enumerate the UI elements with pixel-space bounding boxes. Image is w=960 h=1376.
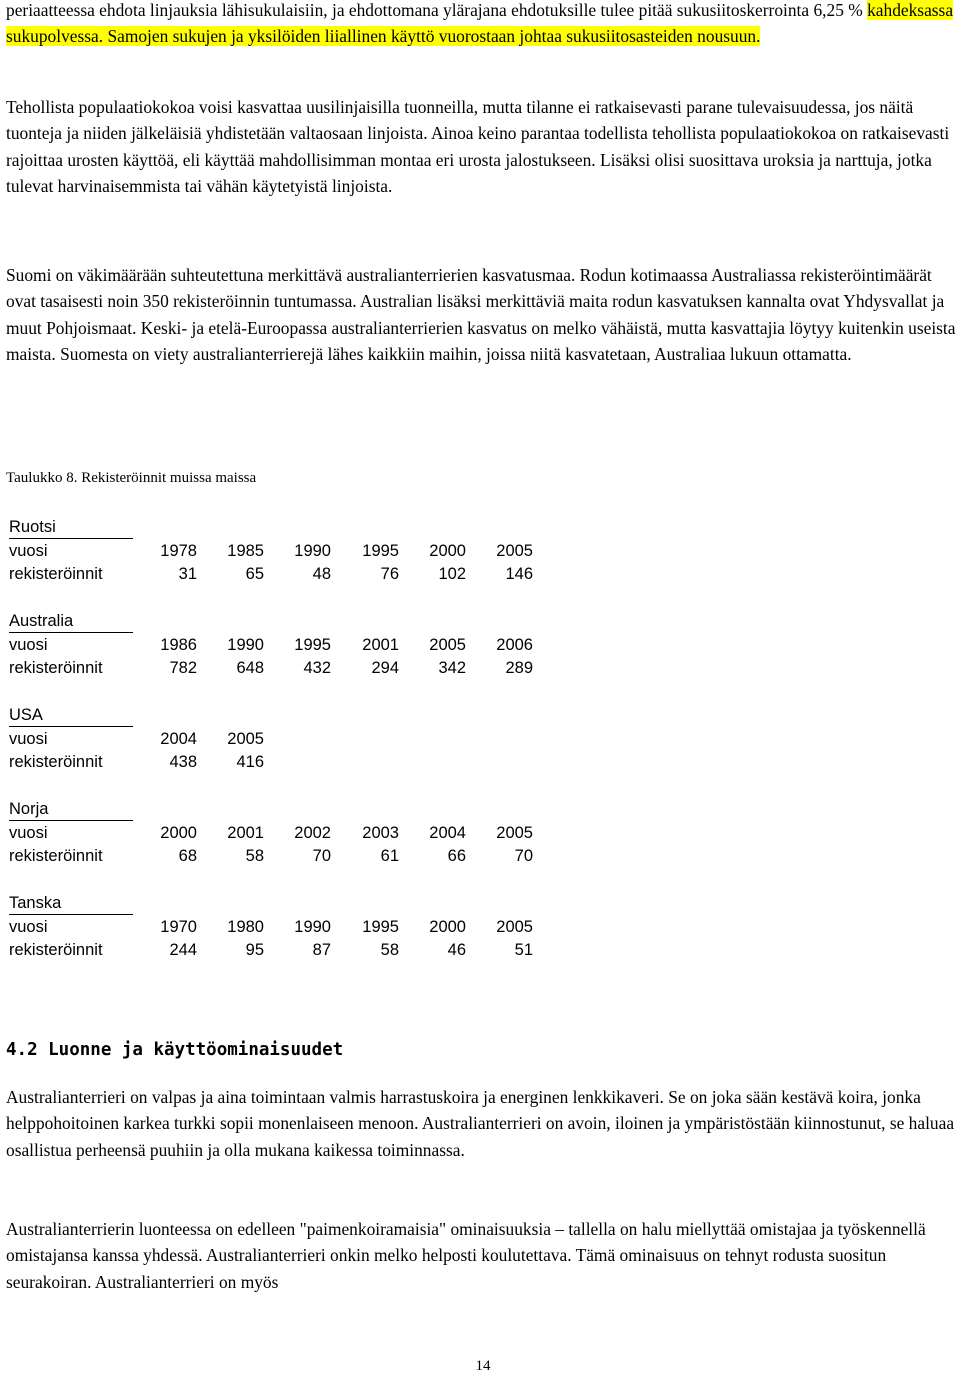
registration-cell: 782 <box>169 659 197 677</box>
year-cell: 1990 <box>227 636 264 654</box>
year-cell: 2001 <box>362 636 399 654</box>
intro-text: periaatteessa ehdota linjauksia lähisukulaisiin, ja ehdottomana ylärajana ehdotuksille tulee pitää sukusiitoskerrointa 6,25 % <box>6 0 868 20</box>
registration-cell: 146 <box>505 565 533 583</box>
registration-cell: 46 <box>447 941 466 959</box>
year-cell: 1990 <box>294 542 331 560</box>
year-cell: 1995 <box>362 542 399 560</box>
country-name: USA <box>9 704 133 727</box>
country-name: Australia <box>9 610 133 633</box>
registration-cell: 294 <box>371 659 399 677</box>
year-cell: 1978 <box>160 542 197 560</box>
country-name: Ruotsi <box>9 516 133 539</box>
year-cell: 1995 <box>362 918 399 936</box>
year-cell: 2001 <box>227 824 264 842</box>
row-label: rekisteröinnit <box>9 753 103 771</box>
year-cell: 2005 <box>496 824 533 842</box>
country-name: Tanska <box>9 892 133 915</box>
year-cell: 2004 <box>160 730 197 748</box>
paragraph-finland-breeding: Suomi on väkimäärään suhteutettuna merkittävä australianterrierien kasvatusmaa. Rodun kotimaassa Australiassa rekisteröintimäärät ovat tasaisesti noin 350 rekisteröinnin tuntumassa. Australian lisäksi merkittäviä maita rodun kasvatuksen kannalta ovat Yhdysvallat ja muut Pohjoismaat. Keski- ja etelä-Euroopassa australianterrierien kasvatus on melko vähäistä, mutta kasvattajia löytyy kuitenkin useista maista. Suomesta on viety australianterrierejä lähes kaikkiin maihin, joissa niitä kasvatetaan, Australiaa lukuun ottamatta. <box>6 265 956 364</box>
year-cell: 1995 <box>294 636 331 654</box>
registration-cell: 61 <box>380 847 399 865</box>
paragraph-herding-traits: Australianterrierin luonteessa on edelleen "paimenkoiramaisia" ominaisuuksia – tallella on halu miellyttää omistajaa ja työskennellä omistajansa kanssa yhdessä. Australianterrieri onkin melko helposti koulutettava. Tämä ominaisuus on tehnyt rodusta suositun seurakoiran. Australianterrieri on myös <box>6 1219 926 1292</box>
registration-cell: 31 <box>178 565 197 583</box>
row-label: rekisteröinnit <box>9 565 103 583</box>
year-cell: 2003 <box>362 824 399 842</box>
paragraph-effective-population: Tehollista populaatiokokoa voisi kasvattaa uusilinjaisilla tuonneilla, mutta tilanne ei ratkaisevasti parane tulevaisuudessa, jos näitä tuonteja ja niiden jälkeläisiä yhdistetään valtaosaan linjoista. Ainoa keino parantaa todellista tehollista populaatiokokoa on ratkaisevasti rajoittaa urosten käyttöä, eli käyttää mahdollisimman montaa eri urosta jalostukseen. Lisäksi olisi suosittava uroksia ja narttuja, jotka tulevat harvinaisemmista tai vähän käytetyistä linjoista. <box>6 97 950 196</box>
row-label: rekisteröinnit <box>9 659 103 677</box>
registration-cell: 95 <box>245 941 264 959</box>
year-cell: 1970 <box>160 918 197 936</box>
row-label: vuosi <box>9 730 48 748</box>
registration-cell: 51 <box>514 941 533 959</box>
highlighted-text: kahdeksassa sukupolvessa. Samojen sukujen ja yksilöiden liiallinen käyttö vuorostaan johtaa sukusiitosasteiden nousuun. <box>6 0 954 47</box>
row-label: vuosi <box>9 918 48 936</box>
year-cell: 2006 <box>496 636 533 654</box>
year-cell: 1990 <box>294 918 331 936</box>
year-cell: 1980 <box>227 918 264 936</box>
row-label: rekisteröinnit <box>9 847 103 865</box>
registration-cell: 87 <box>312 941 331 959</box>
row-label: vuosi <box>9 824 48 842</box>
registration-cell: 244 <box>169 941 197 959</box>
row-label: vuosi <box>9 636 48 654</box>
section-heading: 4.2 Luonne ja käyttöominaisuudet <box>6 1040 344 1060</box>
country-name: Norja <box>9 798 133 821</box>
registration-cell: 48 <box>312 565 331 583</box>
registration-cell: 65 <box>245 565 264 583</box>
registration-cell: 70 <box>312 847 331 865</box>
registration-cell: 66 <box>447 847 466 865</box>
row-label: rekisteröinnit <box>9 941 103 959</box>
year-cell: 2005 <box>496 918 533 936</box>
year-cell: 2005 <box>429 636 466 654</box>
page-number: 14 <box>475 1358 491 1374</box>
registration-cell: 58 <box>380 941 399 959</box>
registration-cell: 76 <box>380 565 399 583</box>
registration-cell: 438 <box>169 753 197 771</box>
year-cell: 1986 <box>160 636 197 654</box>
registration-cell: 68 <box>178 847 197 865</box>
registration-cell: 416 <box>236 753 264 771</box>
year-cell: 2000 <box>429 918 466 936</box>
year-cell: 2004 <box>429 824 466 842</box>
year-cell: 2000 <box>429 542 466 560</box>
row-label: vuosi <box>9 542 48 560</box>
year-cell: 2002 <box>294 824 331 842</box>
paragraph-temperament: Australianterrieri on valpas ja aina toimintaan valmis harrastuskoira ja energinen lenkkikaveri. Se on joka sään kestävä koira, jonka helppohoitoinen karkea turkki sopii monenlaiseen menoon. Australianterrieri on avoin, iloinen ja ympäristöstään kiinnostunut, se haluaa osallistua perheensä puuhiin ja olla mukana kaikessa toiminnassa. <box>6 1087 955 1160</box>
year-cell: 2005 <box>496 542 533 560</box>
year-cell: 2005 <box>227 730 264 748</box>
table-caption: Taulukko 8. Rekisteröinnit muissa maissa <box>6 470 257 486</box>
paragraph-intro <box>6 0 956 50</box>
registration-cell: 342 <box>438 659 466 677</box>
registration-cell: 648 <box>236 659 264 677</box>
registration-cell: 102 <box>438 565 466 583</box>
registration-cell: 70 <box>514 847 533 865</box>
year-cell: 1985 <box>227 542 264 560</box>
registration-cell: 432 <box>303 659 331 677</box>
year-cell: 2000 <box>160 824 197 842</box>
registration-cell: 289 <box>505 659 533 677</box>
registration-cell: 58 <box>245 847 264 865</box>
